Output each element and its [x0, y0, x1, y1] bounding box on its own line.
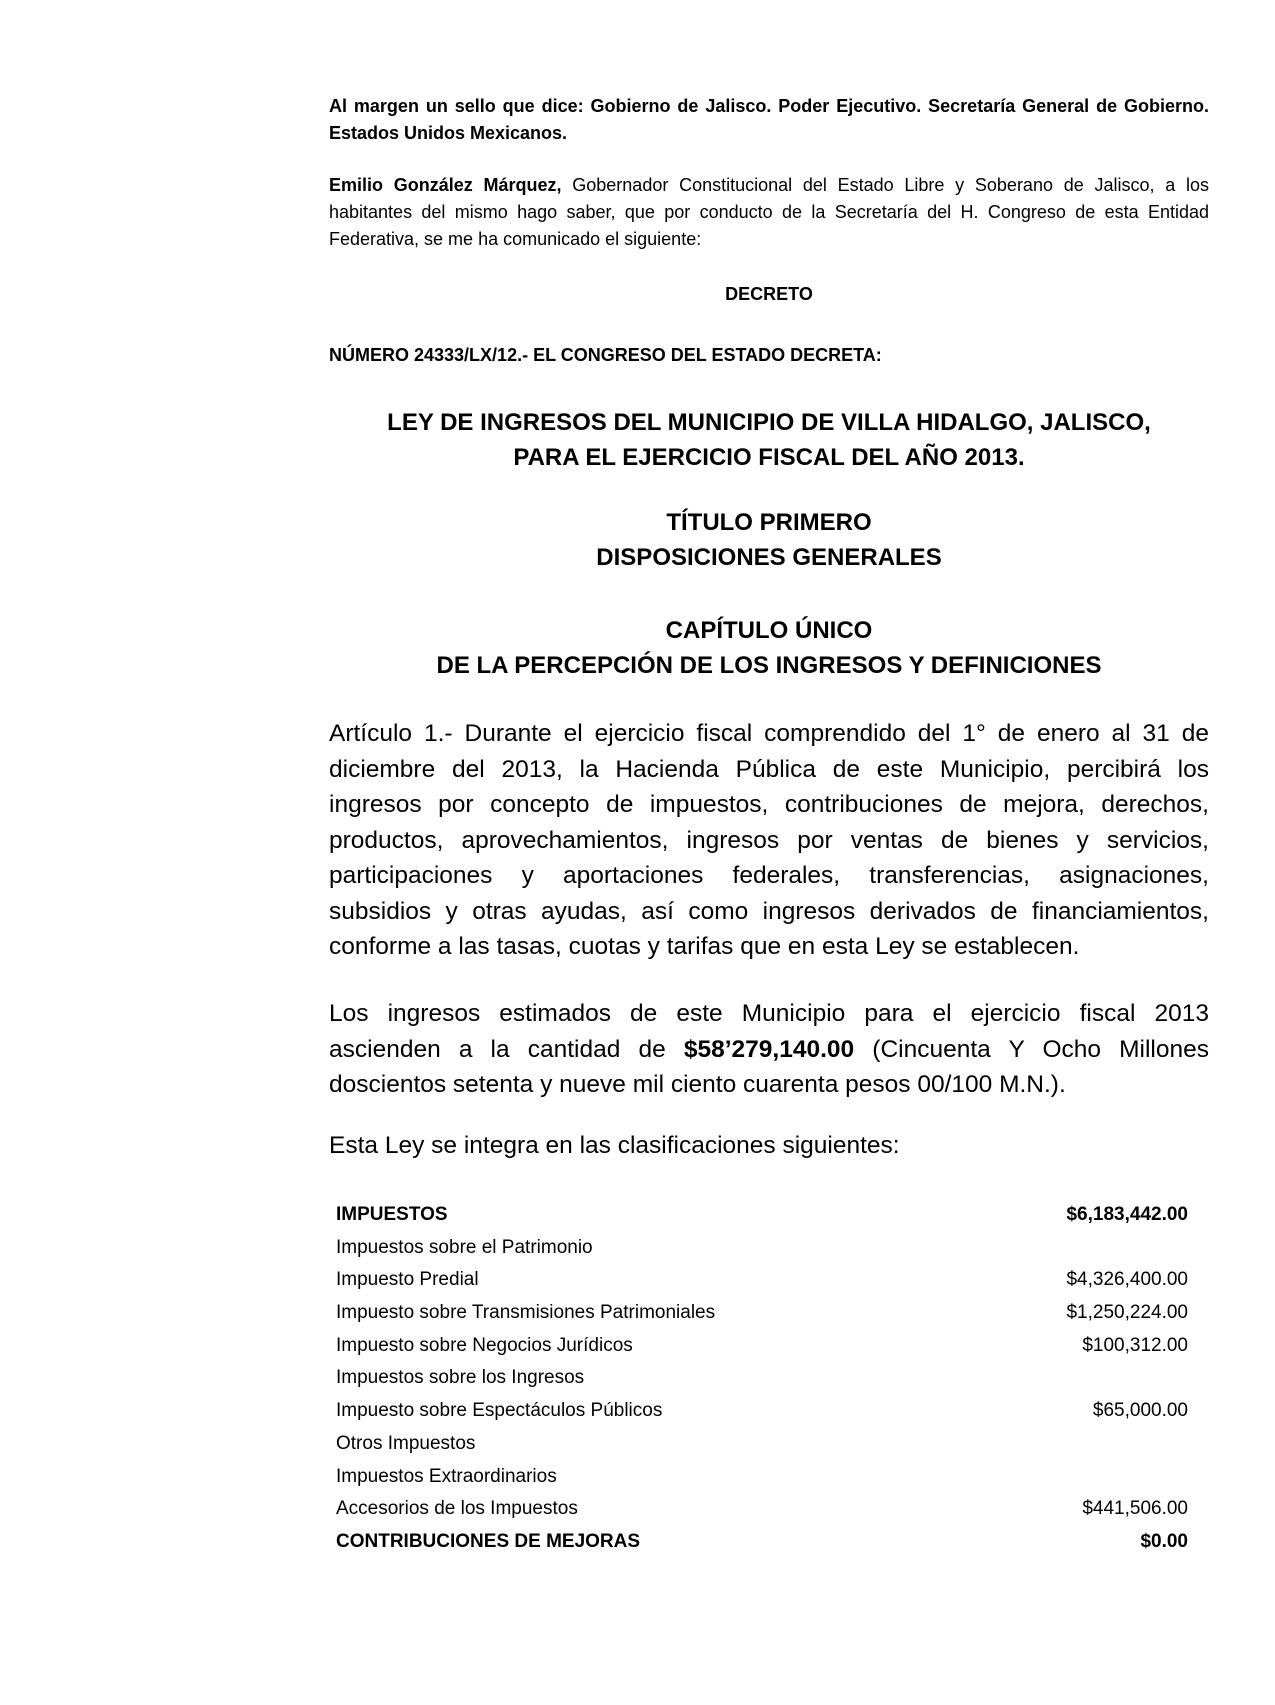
titulo-heading: TÍTULO PRIMERO — [666, 509, 872, 536]
governor-paragraph — [329, 172, 1209, 253]
capitulo-subheading: DE LA PERCEPCIÓN DE LOS INGRESOS Y DEFINICIONES — [436, 652, 1102, 679]
margin-seal-note: Al margen un sello que dice: Gobierno de Jalisco. Poder Ejecutivo. Secretaría General de Gobierno. Estados Unidos Mexicanos. — [329, 96, 1209, 143]
table-row — [336, 1526, 1188, 1559]
law-title-line1: LEY DE INGRESOS DEL MUNICIPIO DE VILLA HIDALGO, JALISCO, — [387, 409, 1151, 436]
article-1-line: participaciones y aportaciones federales, transferencias, asignaciones, — [329, 862, 1209, 889]
table-row — [336, 1461, 1188, 1494]
classification-intro-text: Esta Ley se integra en las clasificaciones siguientes: — [329, 1132, 900, 1159]
estimate-line: doscientos setenta y nueve mil ciento cuarenta pesos 00/100 M.N.). — [329, 1071, 1066, 1098]
row-amount: $100,312.00 — [1082, 1334, 1188, 1356]
decree-label: DECRETO — [725, 284, 813, 304]
row-label: CONTRIBUCIONES DE MEJORAS — [336, 1530, 641, 1552]
income-estimate — [329, 996, 1209, 1103]
row-label: Otros Impuestos — [336, 1432, 476, 1454]
row-amount: $441,506.00 — [1082, 1498, 1188, 1520]
table-row — [336, 1232, 1188, 1265]
article-1-line: productos, aprovechamientos, ingresos por ventas de bienes y servicios, — [329, 826, 1209, 854]
row-label: Impuesto Predial — [336, 1269, 479, 1291]
governor-name: Emilio González Márquez, — [329, 175, 562, 195]
row-amount: $0.00 — [1140, 1530, 1188, 1552]
estimate-post: (Cincuenta Y Ocho Millones — [854, 1035, 1209, 1063]
article-1-line: Artículo 1.- Durante el ejercicio fiscal comprendido del 1° de enero al 31 de — [329, 720, 1209, 747]
row-label: Accesorios de los Impuestos — [336, 1498, 578, 1520]
governor-text: Gobernador Constitucional del Estado Libre y Soberano de Jalisco, a los habitantes del mismo hago saber, que por conducto de la Secretaría del H. Congreso de esta Entidad Federativa, se me ha comunicado el siguiente: — [329, 175, 1209, 249]
estimate-pre: ascienden a la cantidad de — [329, 1035, 684, 1063]
table-row — [336, 1264, 1188, 1297]
table-row — [336, 1428, 1188, 1461]
row-label: Impuestos sobre el Patrimonio — [336, 1236, 593, 1258]
row-amount: $6,183,442.00 — [1066, 1204, 1188, 1225]
row-label: Impuesto sobre Espectáculos Públicos — [336, 1400, 663, 1422]
table-row — [336, 1330, 1188, 1363]
classification-intro — [329, 1128, 1209, 1164]
table-row — [336, 1297, 1188, 1330]
row-label: Impuesto sobre Negocios Jurídicos — [336, 1334, 633, 1356]
article-1 — [329, 716, 1209, 965]
estimate-line: Los ingresos estimados de este Municipio para el ejercicio fiscal 2013 — [329, 1000, 1209, 1027]
row-label: Impuesto sobre Transmisiones Patrimoniales — [336, 1302, 716, 1324]
article-1-line: conforme a las tasas, cuotas y tarifas que en esta Ley se establecen. — [329, 933, 1080, 960]
article-1-line: ingresos por concepto de impuestos, contribuciones de mejora, derechos, — [329, 791, 1209, 818]
article-1-line: subsidios y otras ayudas, así como ingresos derivados de financiamientos, — [329, 897, 1209, 925]
table-row — [336, 1362, 1188, 1395]
estimate-line — [329, 1032, 1209, 1068]
row-amount: $65,000.00 — [1092, 1400, 1188, 1422]
row-amount: $1,250,224.00 — [1066, 1302, 1188, 1324]
titulo-subheading: DISPOSICIONES GENERALES — [596, 544, 942, 571]
table-row — [336, 1199, 1188, 1232]
estimate-amount: $58’279,140.00 — [683, 1035, 855, 1063]
table-row — [336, 1493, 1188, 1526]
row-label: Impuestos sobre los Ingresos — [336, 1367, 585, 1389]
article-1-line: diciembre del 2013, la Hacienda Pública de este Municipio, percibirá los — [329, 755, 1209, 783]
income-table — [336, 1199, 1188, 1559]
law-title-line2: PARA EL EJERCICIO FISCAL DEL AÑO 2013. — [513, 444, 1025, 471]
row-amount: $4,326,400.00 — [1066, 1269, 1188, 1291]
table-row — [336, 1395, 1188, 1428]
row-label: Impuestos Extraordinarios — [336, 1465, 557, 1487]
row-label: IMPUESTOS — [336, 1204, 448, 1225]
capitulo-heading: CAPÍTULO ÚNICO — [665, 617, 873, 644]
decree-number: NÚMERO 24333/LX/12.- EL CONGRESO DEL ESTADO DECRETA: — [329, 345, 882, 365]
